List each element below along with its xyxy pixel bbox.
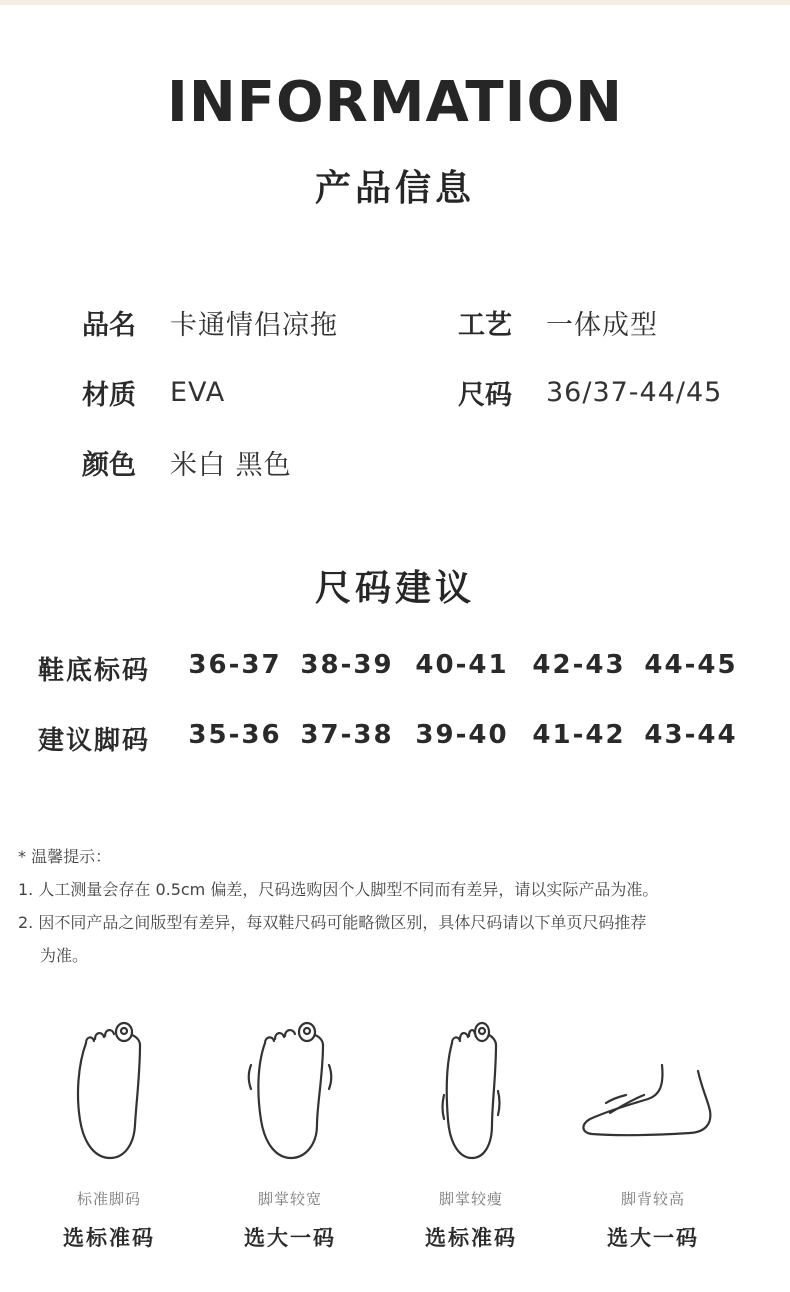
- info-craft-label: 工艺: [458, 309, 512, 341]
- size-cell: 41-42: [532, 720, 626, 750]
- tips-line-2: 2. 因不同产品之间版型有差异，每双鞋尺码可能略微区别，具体尺码请以下单页尺码推荐: [18, 913, 647, 932]
- size-row-sole: [0, 650, 790, 690]
- page-title: INFORMATION: [167, 70, 623, 135]
- wide-foot-icon: [245, 1015, 335, 1165]
- foot-desc: 脚掌较宽: [257, 1190, 322, 1208]
- foot-desc: 脚掌较瘦: [438, 1190, 503, 1208]
- tips-line-2-cont: 为准。: [40, 946, 89, 965]
- page-subtitle: 产品信息: [314, 168, 475, 209]
- info-name-row: [82, 302, 338, 342]
- info-craft-row: [458, 302, 658, 342]
- info-name-label: 品名: [82, 309, 136, 341]
- size-cell: 40-41: [415, 650, 509, 680]
- foot-high-instep: [578, 1015, 728, 1165]
- standard-foot-icon: [64, 1015, 154, 1165]
- foot-standard: [34, 1015, 184, 1165]
- foot-tip: 选大一码: [607, 1226, 699, 1250]
- info-material-label: 材质: [82, 379, 136, 411]
- foot-wide: [215, 1015, 365, 1165]
- info-material-row: [82, 372, 225, 412]
- foot-tip: 选大一码: [244, 1226, 336, 1250]
- info-craft-value: 一体成型: [546, 309, 658, 341]
- foot-desc: 标准脚码: [76, 1190, 141, 1208]
- size-cell: 42-43: [532, 650, 626, 680]
- info-material-value: EVA: [170, 376, 226, 408]
- size-row-foot: [0, 720, 790, 760]
- info-size-row: [458, 372, 722, 412]
- info-size-value: 36/37-44/45: [546, 376, 723, 408]
- foot-narrow: [396, 1015, 546, 1165]
- tips-heading: * 温馨提示：: [18, 847, 112, 866]
- info-color-row: [82, 442, 292, 482]
- info-size-label: 尺码: [458, 379, 512, 411]
- tips-block: [18, 840, 778, 972]
- size-cell: 43-44: [644, 720, 738, 750]
- top-strip: [0, 0, 790, 5]
- high-instep-foot-icon: [578, 1015, 728, 1165]
- info-color-label: 颜色: [82, 449, 136, 481]
- foot-tip: 选标准码: [425, 1226, 517, 1250]
- size-cell: 39-40: [415, 720, 509, 750]
- size-row-label: 鞋底标码: [38, 656, 151, 686]
- info-color-value: 米白 黑色: [170, 449, 292, 481]
- size-table-title: 尺码建议: [314, 568, 475, 609]
- info-name-value: 卡通情侣凉拖: [170, 309, 338, 341]
- size-cell: 37-38: [300, 720, 394, 750]
- size-cell: 38-39: [300, 650, 394, 680]
- tips-line-1: 1. 人工测量会存在 0.5cm 偏差，尺码选购因个人脚型不同而有差异，请以实际产品为准。: [18, 880, 659, 899]
- size-cell: 36-37: [188, 650, 282, 680]
- size-cell: 44-45: [644, 650, 738, 680]
- foot-tip: 选标准码: [63, 1226, 155, 1250]
- size-cell: 35-36: [188, 720, 282, 750]
- narrow-foot-icon: [426, 1015, 516, 1165]
- size-row-label: 建议脚码: [38, 726, 151, 756]
- foot-desc: 脚背较高: [620, 1190, 685, 1208]
